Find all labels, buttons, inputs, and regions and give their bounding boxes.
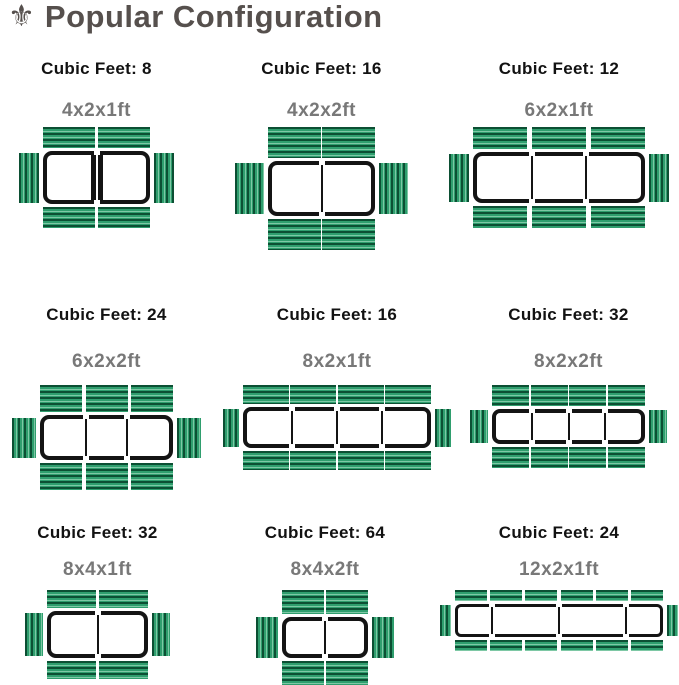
frame-border-gap	[529, 409, 535, 413]
bed-panel	[40, 385, 82, 412]
frame-border-gap	[583, 199, 589, 203]
bed-panel	[268, 127, 321, 158]
bed-panel	[596, 590, 628, 601]
bed-panel	[631, 590, 663, 601]
bed-panel	[99, 590, 148, 608]
cell-divider	[91, 155, 103, 200]
bed-panel	[282, 590, 324, 614]
top-panel-row	[282, 590, 368, 614]
bed-frame	[282, 617, 368, 658]
bed-middle-row	[235, 161, 408, 216]
config-4x2x2ft	[234, 60, 409, 250]
bed-panel	[338, 385, 384, 404]
config-8x4x1ft	[24, 524, 171, 679]
dimensions-label: 6x2x1ft	[524, 100, 594, 121]
bottom-panel-row	[282, 661, 368, 685]
right-side-panel	[649, 154, 669, 202]
frame-border-gap	[83, 456, 89, 460]
top-panel-row	[473, 127, 645, 149]
bed-diagram	[19, 127, 174, 228]
frame-border-gap	[124, 456, 130, 460]
bed-panel	[608, 385, 645, 406]
cubic-feet-label: Cubic Feet: 12	[498, 59, 620, 78]
frame-border-gap	[289, 407, 295, 411]
left-side-panel	[19, 153, 39, 203]
frame-border-gap	[94, 151, 100, 155]
bed-panel	[473, 206, 527, 228]
top-panel-row	[243, 385, 431, 404]
frame-border-gap	[319, 161, 325, 165]
cell-divider	[568, 413, 570, 440]
cubic-feet-label: Cubic Feet: 32	[37, 523, 158, 542]
bed-panel	[326, 661, 368, 685]
bed-middle-row	[449, 152, 669, 203]
cell-divider	[291, 411, 293, 444]
top-panel-row	[492, 385, 645, 406]
frame-border-gap	[289, 444, 295, 448]
frame-border-gap	[322, 617, 328, 621]
bed-panel	[531, 447, 568, 468]
bed-panel	[131, 385, 173, 412]
top-panel-row	[43, 127, 150, 148]
bed-panel	[492, 447, 529, 468]
frame-border-gap	[602, 409, 608, 413]
bed-panel	[268, 219, 321, 250]
cell-divider	[604, 413, 606, 440]
cell-divider	[336, 411, 338, 444]
bed-panel	[99, 661, 148, 679]
frame-border-gap	[322, 654, 328, 658]
bed-frame	[43, 151, 150, 204]
bottom-panel-row	[268, 219, 375, 250]
right-side-panel	[154, 153, 174, 203]
left-side-panel	[25, 613, 43, 656]
cell-divider	[531, 413, 533, 440]
bed-panel	[86, 385, 128, 412]
frame-border-gap	[623, 604, 629, 607]
bed-panel	[591, 127, 645, 149]
cell-divider	[321, 165, 323, 212]
top-panel-row	[40, 385, 173, 412]
bed-frame	[243, 407, 431, 448]
frame-border-gap	[379, 444, 385, 448]
frame-border-gap	[556, 604, 562, 607]
dimensions-label: 8x2x1ft	[302, 351, 372, 372]
bed-panel	[47, 590, 96, 608]
frame-border-gap	[623, 634, 629, 637]
left-side-panel	[440, 605, 451, 636]
bed-panel	[326, 590, 368, 614]
bed-panel	[322, 127, 375, 158]
fleur-de-lis-icon: ⚜	[8, 0, 35, 33]
bed-panel	[561, 640, 593, 651]
frame-border-gap	[334, 444, 340, 448]
left-side-panel	[12, 418, 36, 458]
cell-divider	[531, 156, 533, 199]
cell-divider	[585, 156, 587, 199]
frame-border-gap	[319, 212, 325, 216]
bed-diagram	[440, 590, 678, 651]
bed-panel	[43, 127, 95, 148]
bed-panel	[131, 463, 173, 490]
cubic-feet-label: Cubic Feet: 32	[508, 305, 629, 324]
frame-border-gap	[602, 440, 608, 444]
bottom-panel-row	[43, 207, 150, 228]
cell-divider	[491, 607, 493, 634]
frame-border-gap	[334, 407, 340, 411]
bed-panel	[492, 385, 529, 406]
cell-divider	[558, 607, 560, 634]
left-side-panel	[449, 154, 469, 202]
cell-divider	[625, 607, 627, 634]
config-6x2x1ft	[448, 60, 670, 228]
page-title: Popular Configuration	[44, 0, 383, 34]
bed-panel	[98, 207, 150, 228]
bed-panel	[531, 385, 568, 406]
frame-border-gap	[489, 604, 495, 607]
bed-panel	[525, 640, 557, 651]
right-side-panel	[372, 617, 394, 658]
cubic-feet-label: Cubic Feet: 8	[41, 59, 152, 78]
bed-panel	[282, 661, 324, 685]
page-header	[8, 0, 383, 34]
dimensions-label: 8x2x2ft	[534, 351, 603, 372]
bed-panel	[532, 206, 586, 228]
bed-panel	[490, 590, 522, 601]
frame-border-gap	[583, 152, 589, 156]
left-side-panel	[235, 163, 264, 214]
top-panel-row	[268, 127, 375, 158]
bed-panel	[47, 661, 96, 679]
right-side-panel	[152, 613, 170, 656]
bottom-panel-row	[455, 640, 663, 651]
bed-diagram	[235, 127, 408, 250]
bed-panel	[608, 447, 645, 468]
frame-border-gap	[566, 440, 572, 444]
config-8x2x1ft	[222, 306, 452, 470]
bed-middle-row	[223, 407, 451, 448]
bed-frame	[492, 409, 645, 444]
left-side-panel	[223, 409, 239, 447]
bed-panel	[290, 385, 336, 404]
config-12x2x1ft	[439, 524, 679, 651]
frame-border-gap	[95, 611, 101, 615]
bottom-panel-row	[492, 447, 645, 468]
bed-diagram	[223, 385, 451, 470]
frame-border-gap	[529, 199, 535, 203]
bed-panel	[569, 385, 606, 406]
bed-middle-row	[256, 617, 394, 658]
bed-frame	[40, 415, 173, 460]
right-side-panel	[649, 410, 667, 443]
top-panel-row	[47, 590, 148, 608]
bed-panel	[455, 590, 487, 601]
frame-border-gap	[83, 415, 89, 419]
bed-panel	[86, 463, 128, 490]
bed-panel	[98, 127, 150, 148]
cubic-feet-label: Cubic Feet: 16	[276, 305, 398, 324]
frame-border-gap	[379, 407, 385, 411]
frame-border-gap	[94, 200, 100, 204]
right-side-panel	[667, 605, 678, 636]
bed-panel	[525, 590, 557, 601]
bed-panel	[385, 385, 431, 404]
frame-border-gap	[95, 654, 101, 658]
right-side-panel	[435, 409, 451, 447]
frame-border-gap	[529, 152, 535, 156]
bed-panel	[290, 451, 336, 470]
cubic-feet-label: Cubic Feet: 16	[261, 59, 382, 78]
right-side-panel	[177, 418, 201, 458]
bottom-panel-row	[40, 463, 173, 490]
bed-frame	[268, 161, 375, 216]
bed-diagram	[25, 590, 170, 679]
bed-frame	[47, 611, 148, 658]
config-6x2x2ft	[11, 306, 202, 490]
bottom-panel-row	[473, 206, 645, 228]
cubic-feet-label: Cubic Feet: 64	[264, 523, 386, 542]
frame-border-gap	[489, 634, 495, 637]
frame-border-gap	[566, 409, 572, 413]
frame-border-gap	[529, 440, 535, 444]
bed-diagram	[256, 590, 394, 685]
bed-frame	[455, 604, 663, 637]
bed-panel	[631, 640, 663, 651]
bed-panel	[40, 463, 82, 490]
bed-middle-row	[12, 415, 201, 460]
bottom-panel-row	[47, 661, 148, 679]
bed-panel	[561, 590, 593, 601]
cell-divider	[381, 411, 383, 444]
left-side-panel	[256, 617, 278, 658]
cell-divider	[324, 621, 326, 654]
bed-panel	[243, 385, 289, 404]
bed-panel	[338, 451, 384, 470]
config-8x4x2ft	[256, 524, 394, 685]
bed-panel	[490, 640, 522, 651]
frame-border-gap	[556, 634, 562, 637]
bed-panel	[455, 640, 487, 651]
bed-panel	[591, 206, 645, 228]
dimensions-label: 4x2x1ft	[62, 100, 131, 121]
dimensions-label: 6x2x2ft	[72, 351, 141, 372]
bed-frame	[473, 152, 645, 203]
cell-divider	[126, 419, 128, 456]
bed-panel	[322, 219, 375, 250]
right-side-panel	[379, 163, 408, 214]
bed-panel	[473, 127, 527, 149]
bed-panel	[569, 447, 606, 468]
frame-border-gap	[124, 415, 130, 419]
bottom-panel-row	[243, 451, 431, 470]
cell-divider	[97, 615, 99, 654]
bed-diagram	[449, 127, 669, 228]
cubic-feet-label: Cubic Feet: 24	[498, 523, 620, 542]
dimensions-label: 8x4x1ft	[63, 559, 132, 580]
left-side-panel	[470, 410, 488, 443]
dimensions-label: 8x4x2ft	[290, 559, 360, 580]
dimensions-label: 4x2x2ft	[287, 100, 356, 121]
config-4x2x1ft	[18, 60, 175, 228]
bed-middle-row	[25, 611, 170, 658]
bed-diagram	[12, 385, 201, 490]
bed-panel	[243, 451, 289, 470]
bed-panel	[532, 127, 586, 149]
cell-divider	[85, 419, 87, 456]
cubic-feet-label: Cubic Feet: 24	[46, 305, 167, 324]
bed-panel	[596, 640, 628, 651]
dimensions-label: 12x2x1ft	[518, 559, 600, 580]
bed-middle-row	[19, 151, 174, 204]
bed-middle-row	[470, 409, 667, 444]
bed-panel	[385, 451, 431, 470]
bed-panel	[43, 207, 95, 228]
config-8x2x2ft	[469, 306, 668, 468]
bed-diagram	[470, 385, 667, 468]
top-panel-row	[455, 590, 663, 601]
bed-middle-row	[440, 604, 678, 637]
